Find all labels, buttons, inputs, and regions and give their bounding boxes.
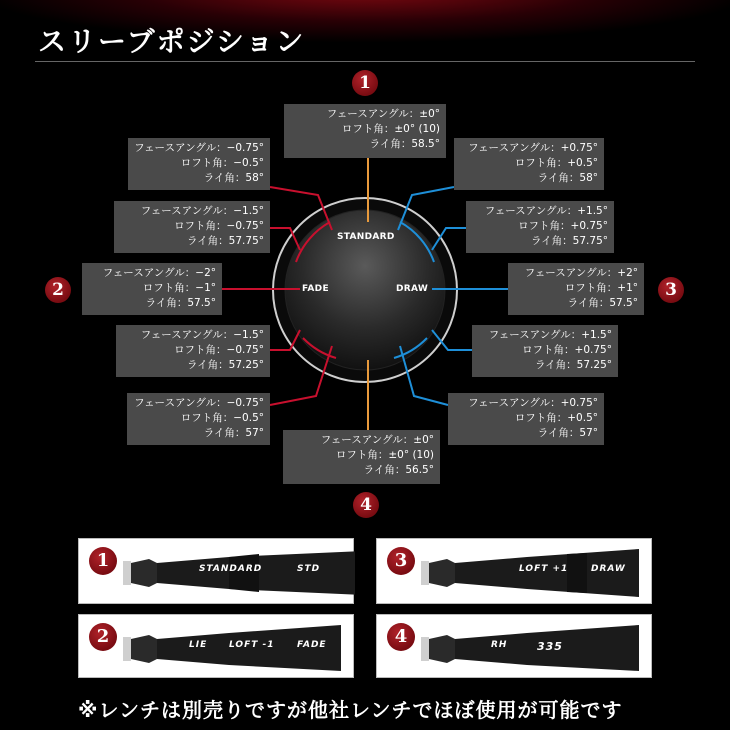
- spec-lie: ライ角：58°: [203, 172, 264, 184]
- spec-box-right-1: [454, 138, 604, 190]
- spec-lie: ライ角：56.5°: [363, 464, 434, 476]
- spec-box-left-1: [128, 138, 270, 190]
- spec-box-top: [284, 104, 446, 158]
- sleeve-card-4: [376, 614, 652, 678]
- spec-face-angle: フェースアングル：−2°: [102, 267, 216, 279]
- spec-box-left-4: [116, 325, 270, 377]
- sleeve-badge-2: 2: [89, 623, 117, 651]
- dial-label-standard: STANDARD: [337, 232, 395, 242]
- wrench-footnote: ※レンチは別売りですが他社レンチでほぼ使用が可能です: [78, 698, 623, 722]
- spec-lie: ライ角：57.5°: [567, 297, 638, 309]
- spec-lie: ライ角：57.75°: [187, 235, 264, 247]
- spec-loft: ロフト角：−0.5°: [180, 412, 264, 424]
- page-title: スリーブポジション: [38, 25, 306, 58]
- spec-loft: ロフト角：+0.5°: [514, 157, 598, 169]
- spec-lie: ライ角：57.25°: [187, 359, 264, 371]
- sleeve-badge-3: 3: [387, 547, 415, 575]
- spec-box-bottom: [283, 430, 440, 484]
- spec-face-angle: フェースアングル：−1.5°: [140, 329, 264, 341]
- position-badge-3: 3: [658, 277, 684, 303]
- sleeve-text-fade: FADE: [297, 640, 327, 650]
- dial-label-draw: DRAW: [396, 284, 429, 294]
- spec-box-left-3: [82, 263, 222, 315]
- spec-face-angle: フェースアングル：+2°: [524, 267, 638, 279]
- position-badge-4: 4: [353, 492, 379, 518]
- sleeve-text-335: 335: [537, 640, 563, 653]
- spec-lie: ライ角：57.75°: [531, 235, 608, 247]
- sleeve-card-2: [78, 614, 354, 678]
- spec-lie: ライ角：57°: [537, 427, 598, 439]
- spec-face-angle: フェースアングル：+0.75°: [468, 397, 598, 409]
- spec-lie: ライ角：57.5°: [145, 297, 216, 309]
- spec-box-right-3: [508, 263, 644, 315]
- spec-loft: ロフト角：−1°: [142, 282, 216, 294]
- spec-face-angle: フェースアングル：±0°: [326, 108, 440, 120]
- spec-face-angle: フェースアングル：−1.5°: [140, 205, 264, 217]
- sleeve-badge-1: 1: [89, 547, 117, 575]
- spec-face-angle: フェースアングル：+0.75°: [468, 142, 598, 154]
- spec-face-angle: フェースアングル：+1.5°: [484, 205, 608, 217]
- spec-face-angle: フェースアングル：±0°: [320, 434, 434, 446]
- spec-face-angle: フェースアングル：−0.75°: [134, 142, 264, 154]
- sleeve-text-std: STD: [297, 564, 321, 574]
- spec-loft: ロフト角：±0° (10): [341, 123, 440, 135]
- sleeve-badge-4: 4: [387, 623, 415, 651]
- sleeve-card-1: [78, 538, 354, 604]
- sleeve-illustration-4: [377, 615, 653, 679]
- sleeve-text-loft-minus1: LOFT -1: [229, 640, 275, 650]
- sleeve-text-lie: LIE: [189, 640, 208, 650]
- spec-lie: ライ角：58.5°: [369, 138, 440, 150]
- spec-loft: ロフト角：+0.75°: [518, 220, 608, 232]
- spec-box-left-5: [127, 393, 270, 445]
- spec-loft: ロフト角：±0° (10): [335, 449, 434, 461]
- spec-box-right-2: [466, 201, 614, 253]
- spec-box-right-5: [448, 393, 604, 445]
- sleeve-text-loft-plus1: LOFT +1: [519, 564, 569, 574]
- spec-lie: ライ角：57°: [203, 427, 264, 439]
- position-badge-2: 2: [45, 277, 71, 303]
- spec-loft: ロフト角：+1°: [564, 282, 638, 294]
- spec-face-angle: フェースアングル：+1.5°: [488, 329, 612, 341]
- sleeve-text-draw: DRAW: [591, 564, 626, 574]
- sleeve-text-standard: STANDARD: [199, 564, 263, 574]
- spec-loft: ロフト角：−0.75°: [174, 344, 264, 356]
- position-badge-1: 1: [352, 70, 378, 96]
- spec-box-right-4: [472, 325, 618, 377]
- dial-label-fade: FADE: [302, 284, 329, 294]
- spec-loft: ロフト角：+0.75°: [522, 344, 612, 356]
- spec-lie: ライ角：57.25°: [535, 359, 612, 371]
- spec-box-left-2: [114, 201, 270, 253]
- spec-lie: ライ角：58°: [537, 172, 598, 184]
- spec-loft: ロフト角：−0.75°: [174, 220, 264, 232]
- sleeve-text-rh: RH: [491, 640, 508, 650]
- spec-face-angle: フェースアングル：−0.75°: [134, 397, 264, 409]
- spec-loft: ロフト角：−0.5°: [180, 157, 264, 169]
- sleeve-card-3: [376, 538, 652, 604]
- spec-loft: ロフト角：+0.5°: [514, 412, 598, 424]
